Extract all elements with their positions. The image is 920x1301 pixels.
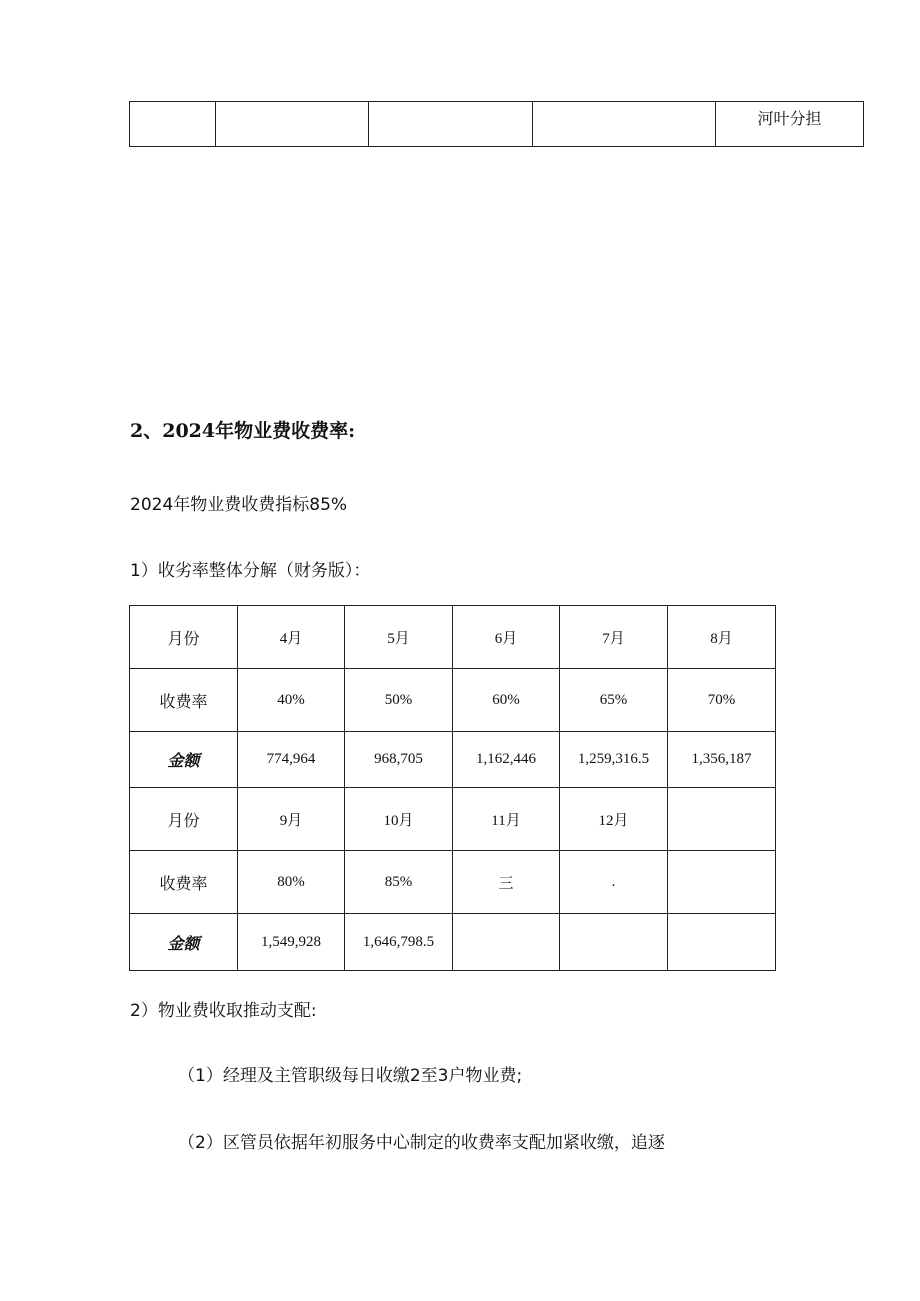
table-row: [130, 914, 776, 971]
collection-title: 2）物业费收取推动支配:: [130, 1001, 317, 1021]
table-cell: 7月: [560, 606, 668, 669]
table-cell: 1,356,187: [668, 732, 776, 788]
table-cell: .: [560, 851, 668, 914]
table-row: [130, 606, 776, 669]
table-cell: [560, 914, 668, 971]
table-cell: 5月: [345, 606, 453, 669]
table-cell: [453, 914, 560, 971]
table-cell: [668, 851, 776, 914]
section-heading: 2、2024年物业费收费率:: [130, 420, 356, 442]
table-row: [130, 102, 864, 147]
row-label: 金额: [130, 914, 238, 971]
table-cell: 70%: [668, 669, 776, 732]
table-cell: 4月: [238, 606, 345, 669]
table-cell: [533, 102, 716, 147]
table-row: [130, 669, 776, 732]
table-cell: 河叶分担: [716, 102, 864, 147]
top-partial-table: [129, 101, 864, 147]
table-cell: 40%: [238, 669, 345, 732]
table-cell: 9月: [238, 788, 345, 851]
table-cell: 774,964: [238, 732, 345, 788]
row-label: 收费率: [130, 669, 238, 732]
row-label: 金额: [130, 732, 238, 788]
collection-item: （2）区管员依据年初服务中心制定的收费率支配加紧收缴，追逐: [178, 1133, 665, 1153]
table-cell: 65%: [560, 669, 668, 732]
collection-item: （1）经理及主管职级每日收缴2至3户物业费;: [178, 1066, 523, 1086]
table-cell: 60%: [453, 669, 560, 732]
table-cell: [668, 788, 776, 851]
table-cell: 1,646,798.5: [345, 914, 453, 971]
table-cell: 10月: [345, 788, 453, 851]
row-label: 收费率: [130, 851, 238, 914]
table-cell: 85%: [345, 851, 453, 914]
table-cell: 8月: [668, 606, 776, 669]
table-cell: 三: [453, 851, 560, 914]
table-cell: 1,549,928: [238, 914, 345, 971]
row-label: 月份: [130, 788, 238, 851]
row-label: 月份: [130, 606, 238, 669]
table-cell: 11月: [453, 788, 560, 851]
table-cell: 1,259,316.5: [560, 732, 668, 788]
table-row: [130, 732, 776, 788]
table-cell: 80%: [238, 851, 345, 914]
table-cell: 12月: [560, 788, 668, 851]
table-row: [130, 851, 776, 914]
table-cell: [369, 102, 533, 147]
target-line: 2024年物业费收费指标85%: [130, 495, 348, 515]
collection-rate-table: [129, 605, 776, 971]
table-cell: 50%: [345, 669, 453, 732]
breakdown-title: 1）收劣率整体分解（财务版）：: [130, 561, 371, 581]
table-cell: 1,162,446: [453, 732, 560, 788]
table-row: [130, 788, 776, 851]
table-cell: 6月: [453, 606, 560, 669]
table-cell: 968,705: [345, 732, 453, 788]
table-cell: [216, 102, 369, 147]
table-cell: [668, 914, 776, 971]
table-cell: [130, 102, 216, 147]
